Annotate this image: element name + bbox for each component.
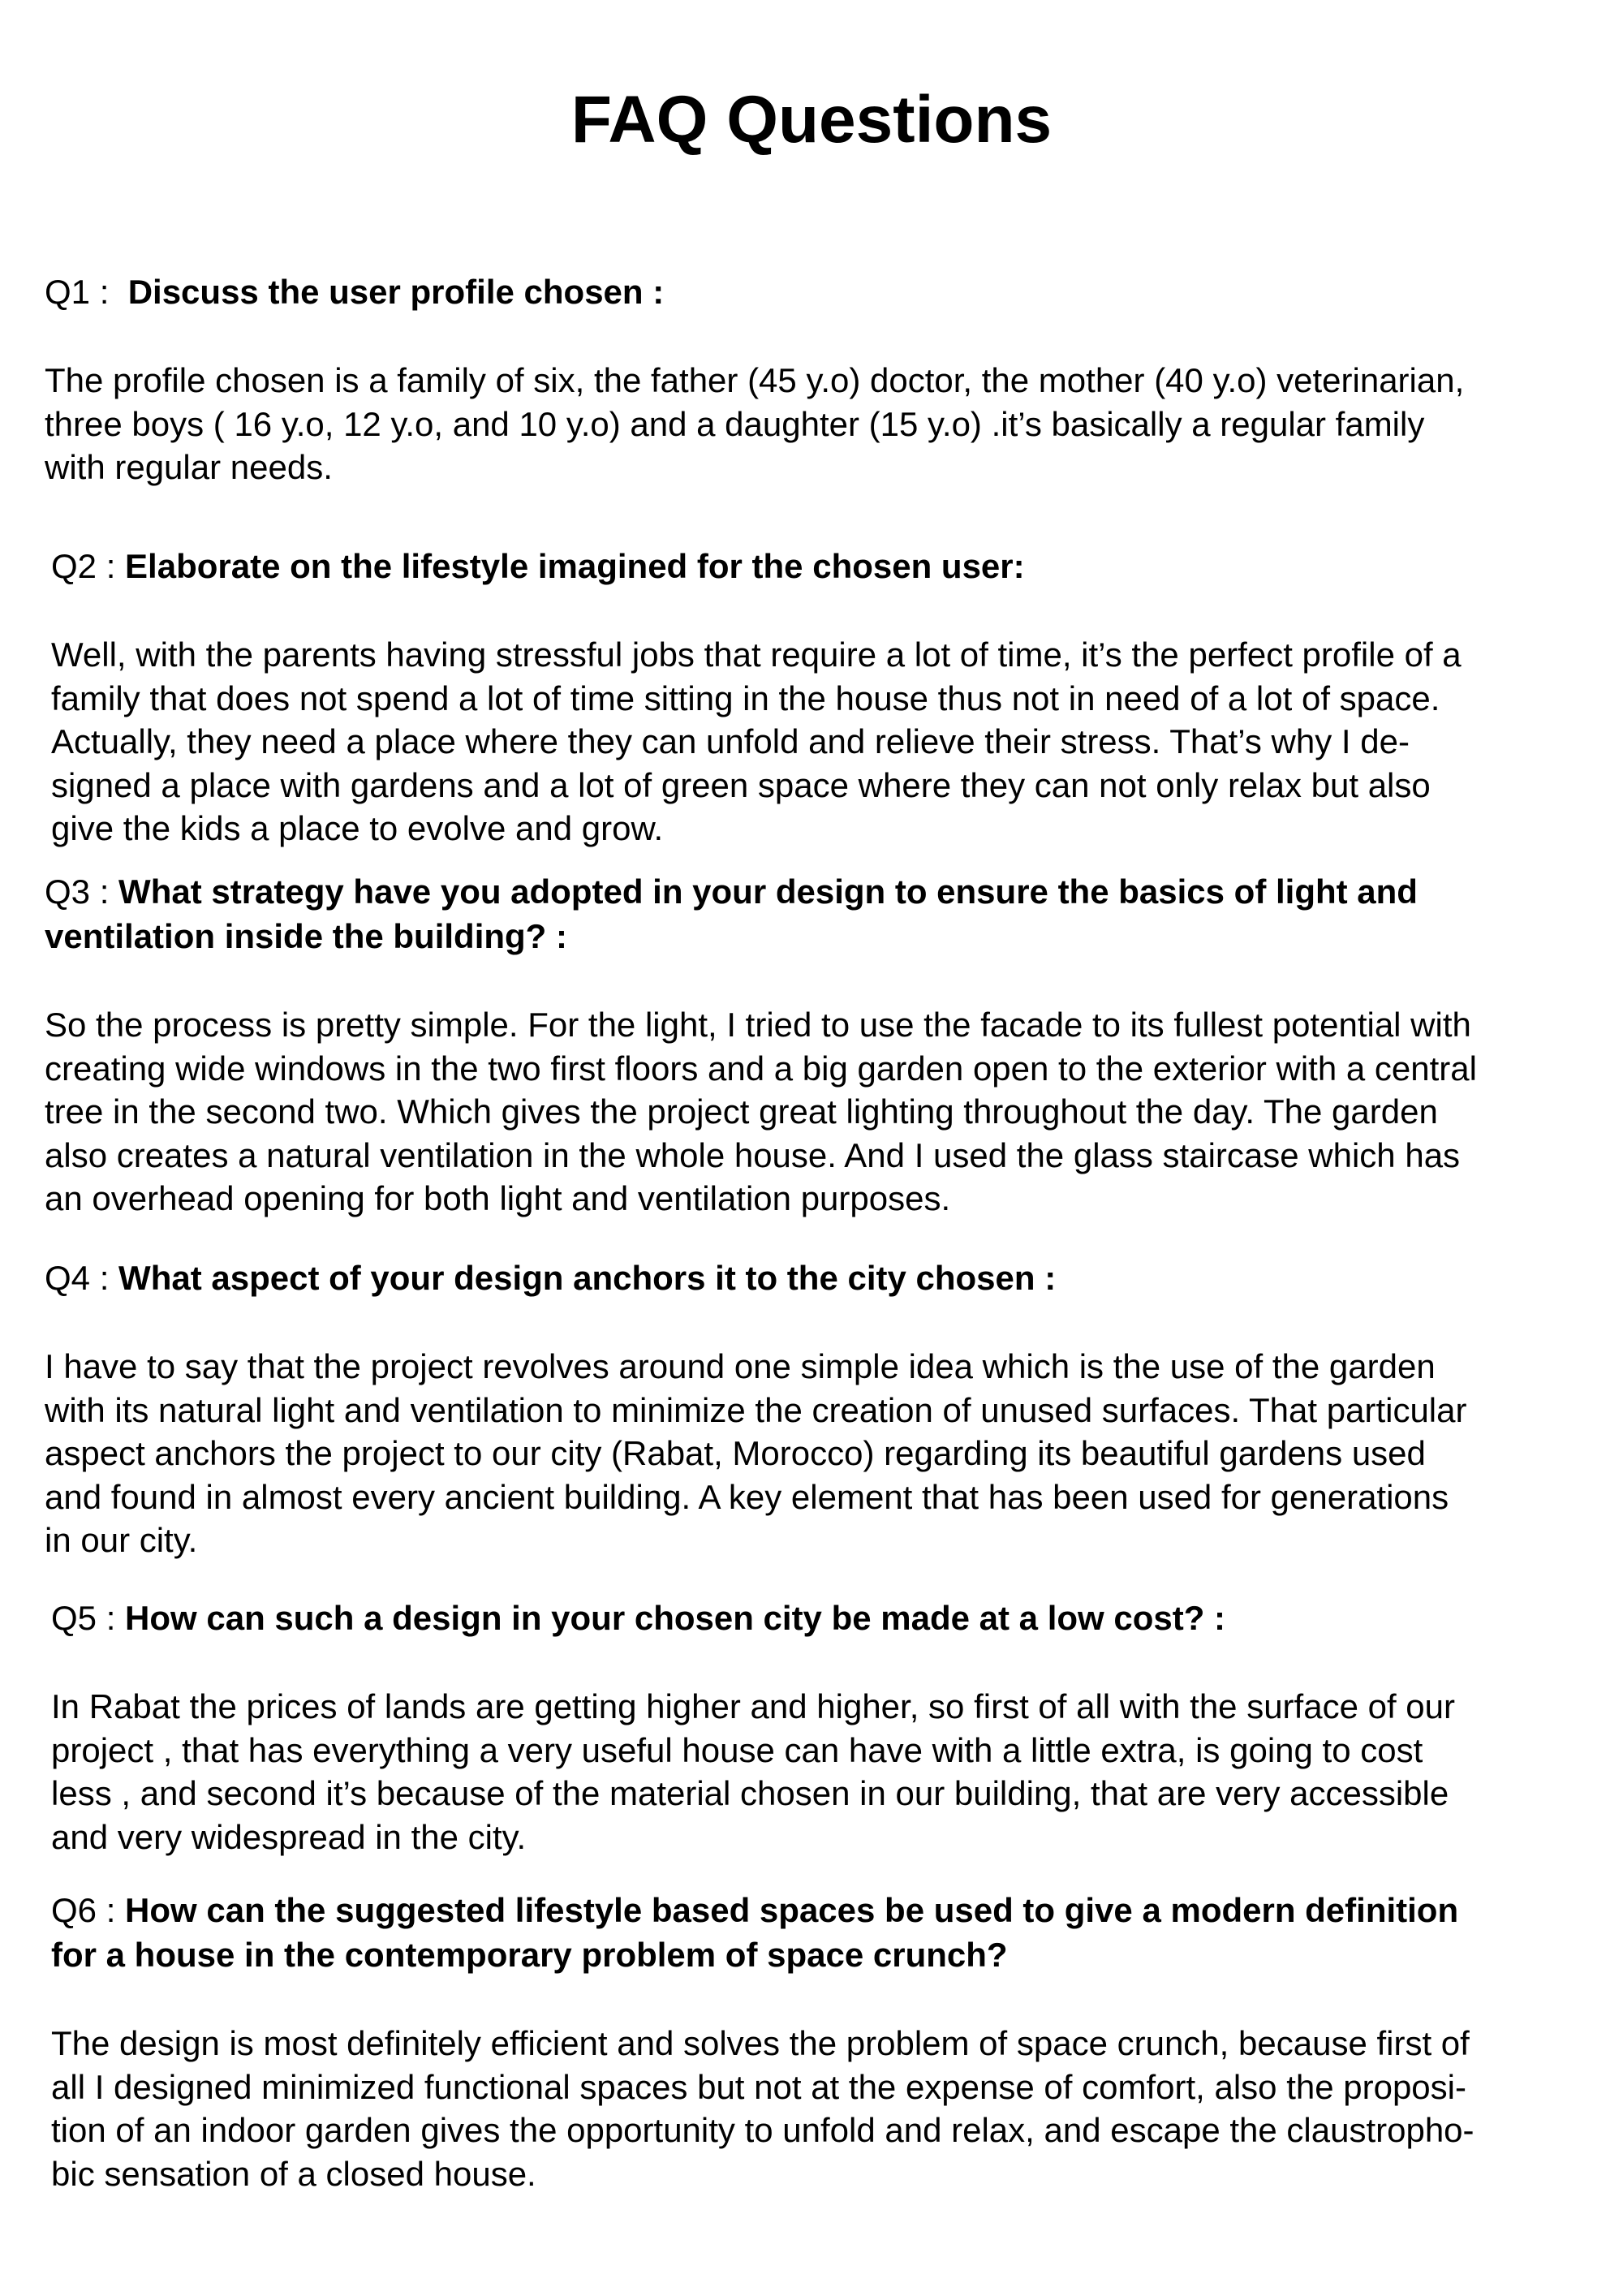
answer-text: The profile chosen is a family of six, the father (45 y.o) doctor, the mother (40 y.o) veterinarian, three boys ( 16 y.o, 12 y.o, and 10 y.o) and a daughter (15 y.o) .it’s basically a regular family with regular needs.: [45, 361, 1465, 486]
question-text: How can such a design in your chosen city be made at a low cost? :: [125, 1599, 1226, 1637]
question-heading: [45, 869, 1603, 958]
question-heading: [51, 544, 1609, 588]
question-heading: [51, 1596, 1609, 1640]
question-text: Elaborate on the lifestyle imagined for the chosen user:: [125, 547, 1025, 585]
question-text: What strategy have you adopted in your design to ensure the basics of light and ventilation inside the building? :: [45, 872, 1418, 955]
question-number: Q6 :: [51, 1891, 126, 1929]
answer-text: The design is most definitely efficient and solves the problem of space crunch, because first of all I designed minimized functional spaces but not at the expense of comfort, also the proposi- tion of an indoor garden gives the opportunity to unfold and relax, and escape the claustropho- bic sensation of a closed house.: [51, 2024, 1474, 2193]
question-number: Q4 :: [45, 1259, 119, 1297]
question-number: Q3 :: [45, 872, 119, 911]
faq-item-4: [45, 1256, 1603, 1562]
answer-text: Well, with the parents having stressful jobs that require a lot of time, it’s the perfect profile of a family that does not spend a lot of time sitting in the house thus not in need of a lot of space. Actually, they need a place where they can unfold and relieve their stress. That’s why I de- signed a place with gardens and a lot of green space where they can not only relax but also give the kids a place to evolve and grow.: [51, 635, 1462, 847]
question-heading: [45, 1256, 1603, 1300]
faq-item-5: [51, 1596, 1609, 1859]
page-title: FAQ Questions: [570, 83, 1053, 157]
question-heading: [45, 269, 1603, 314]
answer-text: So the process is pretty simple. For the light, I tried to use the facade to its fullest potential with creating wide windows in the two first floors and a big garden open to the exterior with a central tree in the second two. Which gives the project great lighting throughout the day. The garden also creates a natural ventilation in the whole house. And I used the glass staircase which has an overhead opening for both light and ventilation purposes.: [45, 1006, 1477, 1217]
question-text: How can the suggested lifestyle based spaces be used to give a modern definition for a house in the contemporary problem of space crunch?: [51, 1891, 1459, 1974]
faq-item-2: [51, 544, 1609, 851]
faq-item-6: [51, 1888, 1609, 2195]
question-heading: [51, 1888, 1609, 1977]
answer-text: I have to say that the project revolves around one simple idea which is the use of the garden with its natural light and ventilation to minimize the creation of unused surfaces. That particular aspect anchors the project to our city (Rabat, Morocco) regarding its beautiful gardens used and found in almost every ancient building. A key element that has been used for generations in our city.: [45, 1347, 1467, 1559]
faq-item-3: [45, 869, 1603, 1221]
faq-item-1: [45, 269, 1603, 489]
question-number: Q2 :: [51, 547, 126, 585]
question-number: Q1 :: [45, 273, 128, 311]
question-number: Q5 :: [51, 1599, 126, 1637]
question-text: What aspect of your design anchors it to the city chosen :: [118, 1259, 1057, 1297]
answer-text: In Rabat the prices of lands are getting higher and higher, so first of all with the surface of our project , that has everything a very useful house can have with a little extra, is going to cost less , and second it’s because of the material chosen in our building, that are very accessible and very widespread in the city.: [51, 1687, 1455, 1856]
question-text: Discuss the user profile chosen :: [127, 273, 665, 311]
